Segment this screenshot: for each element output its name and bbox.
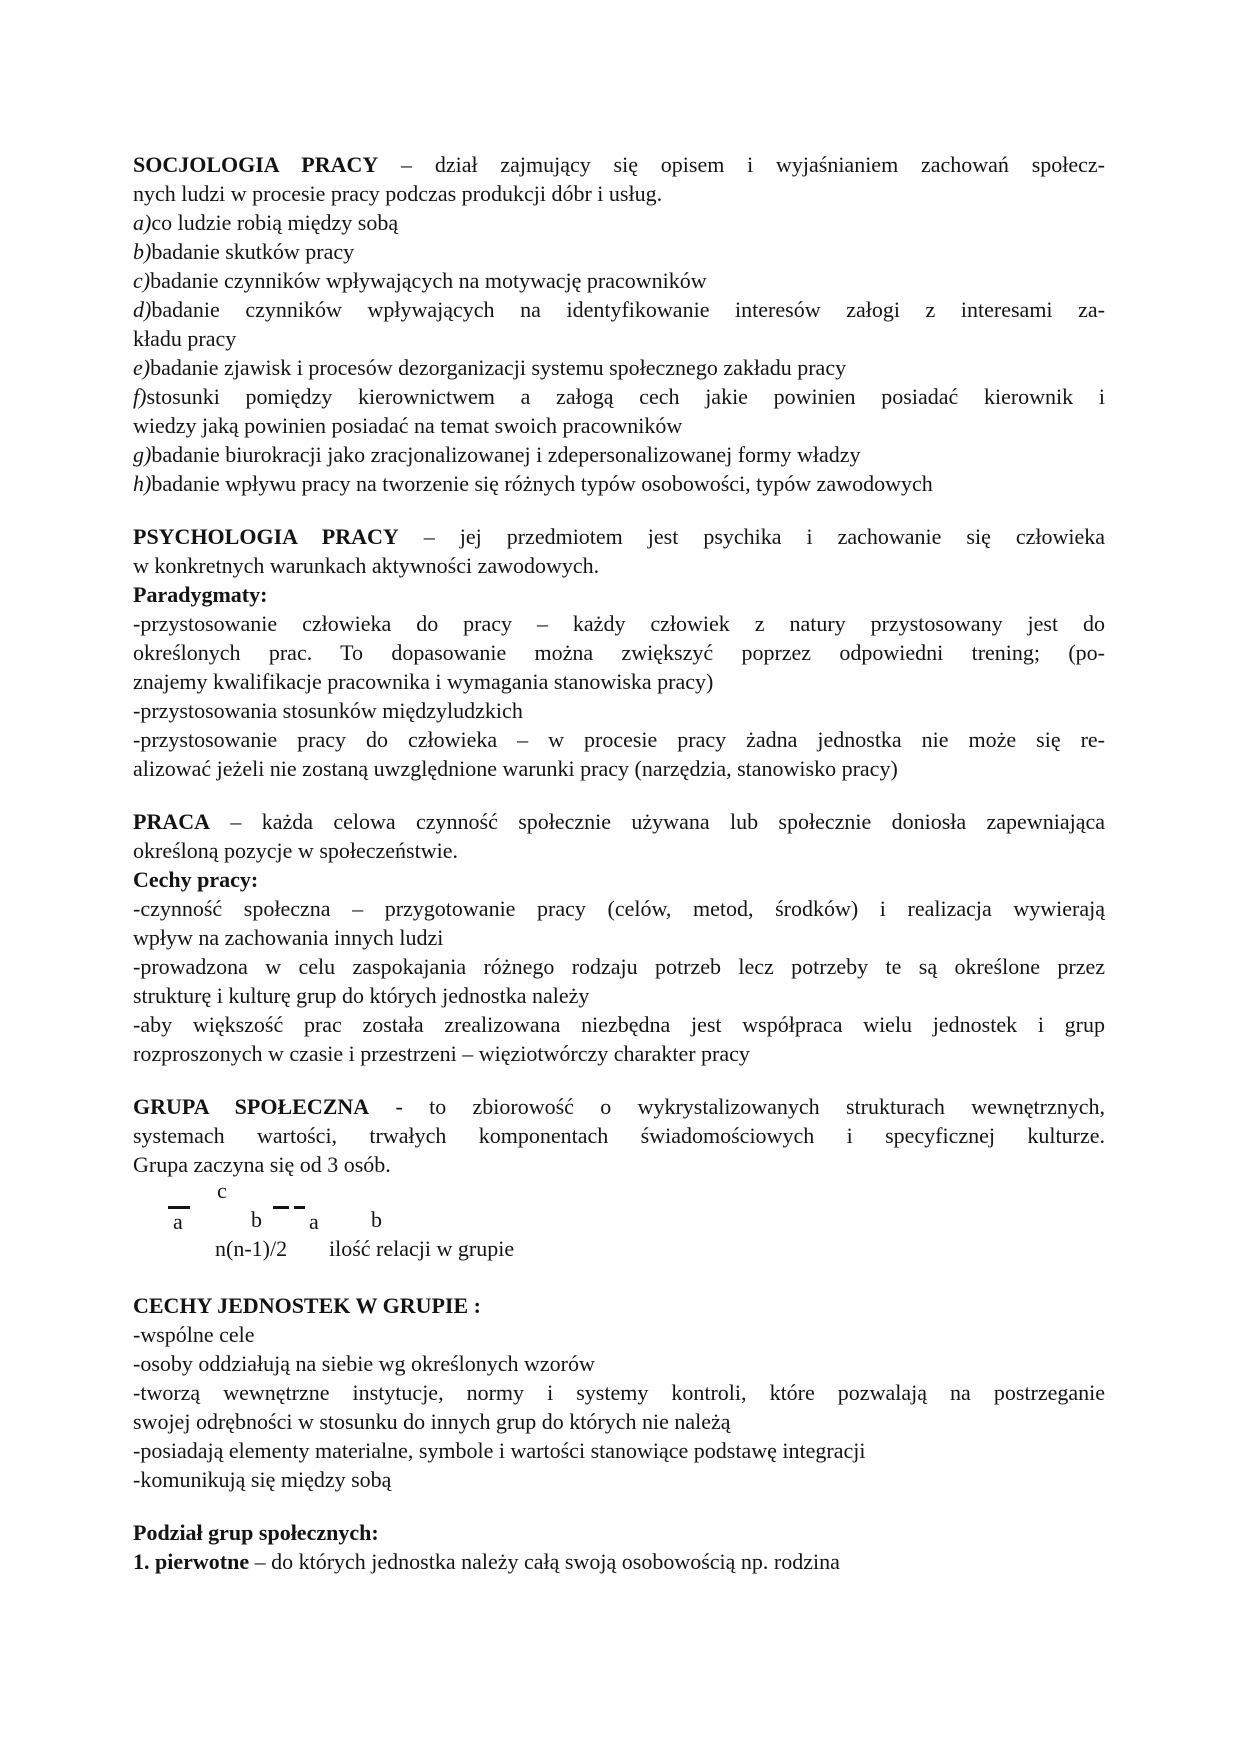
- text-run: -czynność społeczna – przygotowanie pracy (celów, metod, środków) i realizacja wywierają: [133, 896, 1105, 921]
- text-line: [133, 1092, 1105, 1121]
- text-line: [133, 667, 1105, 696]
- podzial-grup-spolecznych: [133, 1518, 1105, 1576]
- text-run: -wspólne cele: [133, 1322, 255, 1347]
- text-line: [133, 1150, 1105, 1179]
- text-run: c): [133, 268, 151, 293]
- text-line: [133, 440, 1105, 469]
- text-line: [133, 353, 1105, 382]
- text-run: wiedzy jaką powinien posiadać na temat swoich pracowników: [133, 413, 683, 438]
- text-line: [133, 295, 1105, 324]
- text-run: Grupa zaczyna się od 3 osób.: [133, 1152, 391, 1177]
- text-run: badanie czynników wpływających na identyfikowanie interesów załogi z interesami za-: [151, 297, 1105, 322]
- text-run: badanie czynników wpływających na motywację pracowników: [150, 268, 707, 293]
- text-line: [133, 266, 1105, 295]
- text-line: [133, 952, 1105, 981]
- cechy-jednostek-w-grupie: [133, 1291, 1105, 1494]
- text-run: wpływ na zachowania innych ludzi: [133, 925, 444, 950]
- text-line: [133, 1320, 1105, 1349]
- text-run: badanie zjawisk i procesów dezorganizacji systemu społecznego zakładu pracy: [150, 355, 847, 380]
- text-line: [133, 836, 1105, 865]
- diagram-node-a2: a: [309, 1209, 319, 1234]
- socjologia-pracy: [133, 150, 1105, 498]
- text-run: GRUPA SPOŁECZNA: [133, 1094, 370, 1119]
- diagram-node-c: c: [217, 1178, 227, 1203]
- text-run: -posiadają elementy materialne, symbole i wartości stanowiące podstawę integracji: [133, 1438, 866, 1463]
- text-run: Podział grup społecznych:: [133, 1520, 379, 1545]
- text-line: [133, 638, 1105, 667]
- diagram-node-b2: b: [371, 1207, 382, 1232]
- text-line: [133, 807, 1105, 836]
- text-run: e): [133, 355, 151, 380]
- text-run: Cechy pracy:: [133, 867, 259, 892]
- text-run: – dział zajmujący się opisem i wyjaśnianiem zachowań społecz-: [378, 152, 1105, 177]
- text-run: określonych prac. To dopasowanie można zwiększyć poprzez odpowiedni trening; (po-: [133, 640, 1105, 665]
- group-relations-diagram: [133, 1179, 1105, 1267]
- text-run: h): [133, 471, 152, 496]
- text-run: nych ludzi w procesie pracy podczas produkcji dóbr i usług.: [133, 181, 663, 206]
- diagram-edge-dash-2: [294, 1206, 305, 1209]
- text-run: d): [133, 297, 152, 322]
- text-line: [133, 411, 1105, 440]
- text-line: [133, 981, 1105, 1010]
- text-line: [133, 469, 1105, 498]
- text-run: – każda celowa czynność społecznie używana lub społecznie doniosła zapewniająca: [210, 809, 1105, 834]
- text-run: -aby większość prac została zrealizowana niezbędna jest współpraca wielu jednostek i grup: [133, 1012, 1105, 1037]
- text-run: PRACA: [133, 809, 210, 834]
- diagram-formula: n(n-1)/2: [215, 1236, 288, 1261]
- text-line: [133, 609, 1105, 638]
- text-run: Paradygmaty:: [133, 582, 268, 607]
- text-run: kładu pracy: [133, 326, 237, 351]
- text-run: a): [133, 210, 152, 235]
- text-line: [133, 894, 1105, 923]
- document-body: [133, 150, 1105, 1576]
- diagram-edge-dash-1: [273, 1206, 289, 1209]
- text-line: [133, 1039, 1105, 1068]
- text-run: stosunki pomiędzy kierownictwem a załogą cech jakie powinien posiadać kierownik i: [146, 384, 1105, 409]
- text-run: znajemy kwalifikacje pracownika i wymagania stanowiska pracy): [133, 669, 714, 694]
- diagram-node-b1: b: [251, 1207, 262, 1232]
- text-run: – do których jednostka należy całą swoją osobowością np. rodzina: [249, 1549, 840, 1574]
- text-run: systemach wartości, trwałych komponentach świadomościowych i specyficznej kulturze.: [133, 1123, 1105, 1148]
- text-run: - to zbiorowość o wykrystalizowanych strukturach wewnętrznych,: [369, 1094, 1105, 1119]
- text-run: PSYCHOLOGIA PRACY: [133, 524, 399, 549]
- text-run: badanie wpływu pracy na tworzenie się różnych typów osobowości, typów zawodowych: [151, 471, 933, 496]
- text-line: [133, 1547, 1105, 1576]
- diagram-node-a1: a: [173, 1209, 183, 1234]
- text-run: co ludzie robią między sobą: [151, 210, 399, 235]
- text-run: -przystosowania stosunków międzyludzkich: [133, 698, 523, 723]
- text-line: [133, 1518, 1105, 1547]
- text-run: alizować jeżeli nie zostaną uwzględnione warunki pracy (narzędzia, stanowisko pracy): [133, 756, 898, 781]
- text-line: [133, 1291, 1105, 1320]
- text-line: [133, 179, 1105, 208]
- text-line: [133, 754, 1105, 783]
- text-line: [133, 1121, 1105, 1150]
- text-run: badanie skutków pracy: [151, 239, 355, 264]
- text-run: -prowadzona w celu zaspokajania różnego rodzaju potrzeb lecz potrzeby te są określone przez: [133, 954, 1105, 979]
- text-run: określoną pozycje w społeczeństwie.: [133, 838, 458, 863]
- text-run: -przystosowanie pracy do człowieka – w procesie pracy żadna jednostka nie może się re-: [133, 727, 1105, 752]
- text-run: swojej odrębności w stosunku do innych grup do których nie należą: [133, 1409, 731, 1434]
- praca: [133, 807, 1105, 1068]
- text-run: 1. pierwotne: [133, 1549, 250, 1574]
- text-line: [133, 1465, 1105, 1494]
- text-run: b): [133, 239, 152, 264]
- text-line: [133, 696, 1105, 725]
- text-run: w konkretnych warunkach aktywności zawodowych.: [133, 553, 600, 578]
- grupa-spoleczna: [133, 1092, 1105, 1179]
- text-line: [133, 1349, 1105, 1378]
- text-line: [133, 1436, 1105, 1465]
- text-run: -osoby oddziałują na siebie wg określonych wzorów: [133, 1351, 595, 1376]
- text-line: [133, 150, 1105, 179]
- text-line: [133, 208, 1105, 237]
- text-line: [133, 580, 1105, 609]
- text-run: – jej przedmiotem jest psychika i zachowanie się człowieka: [398, 524, 1105, 549]
- text-run: badanie biurokracji jako zracjonalizowanej i zdepersonalizowanej formy władzy: [151, 442, 861, 467]
- text-line: [133, 725, 1105, 754]
- text-run: f): [133, 384, 147, 409]
- text-line: [133, 1378, 1105, 1407]
- text-line: [133, 522, 1105, 551]
- text-line: [133, 551, 1105, 580]
- text-run: g): [133, 442, 152, 467]
- diagram-formula-caption: ilość relacji w grupie: [329, 1236, 515, 1261]
- text-run: -przystosowanie człowieka do pracy – każdy człowiek z natury przystosowany jest do: [133, 611, 1105, 636]
- psychologia-pracy: [133, 522, 1105, 783]
- text-line: [133, 1010, 1105, 1039]
- text-run: -komunikują się między sobą: [133, 1467, 392, 1492]
- text-line: [133, 237, 1105, 266]
- text-run: strukturę i kulturę grup do których jednostka należy: [133, 983, 590, 1008]
- text-run: SOCJOLOGIA PRACY: [133, 152, 379, 177]
- text-line: [133, 382, 1105, 411]
- text-run: rozproszonych w czasie i przestrzeni – więziotwórczy charakter pracy: [133, 1041, 750, 1066]
- text-line: [133, 923, 1105, 952]
- text-run: CECHY JEDNOSTEK W GRUPIE :: [133, 1293, 481, 1318]
- text-line: [133, 324, 1105, 353]
- text-run: -tworzą wewnętrzne instytucje, normy i systemy kontroli, które pozwalają na postrzeganie: [133, 1380, 1105, 1405]
- text-line: [133, 865, 1105, 894]
- text-line: [133, 1407, 1105, 1436]
